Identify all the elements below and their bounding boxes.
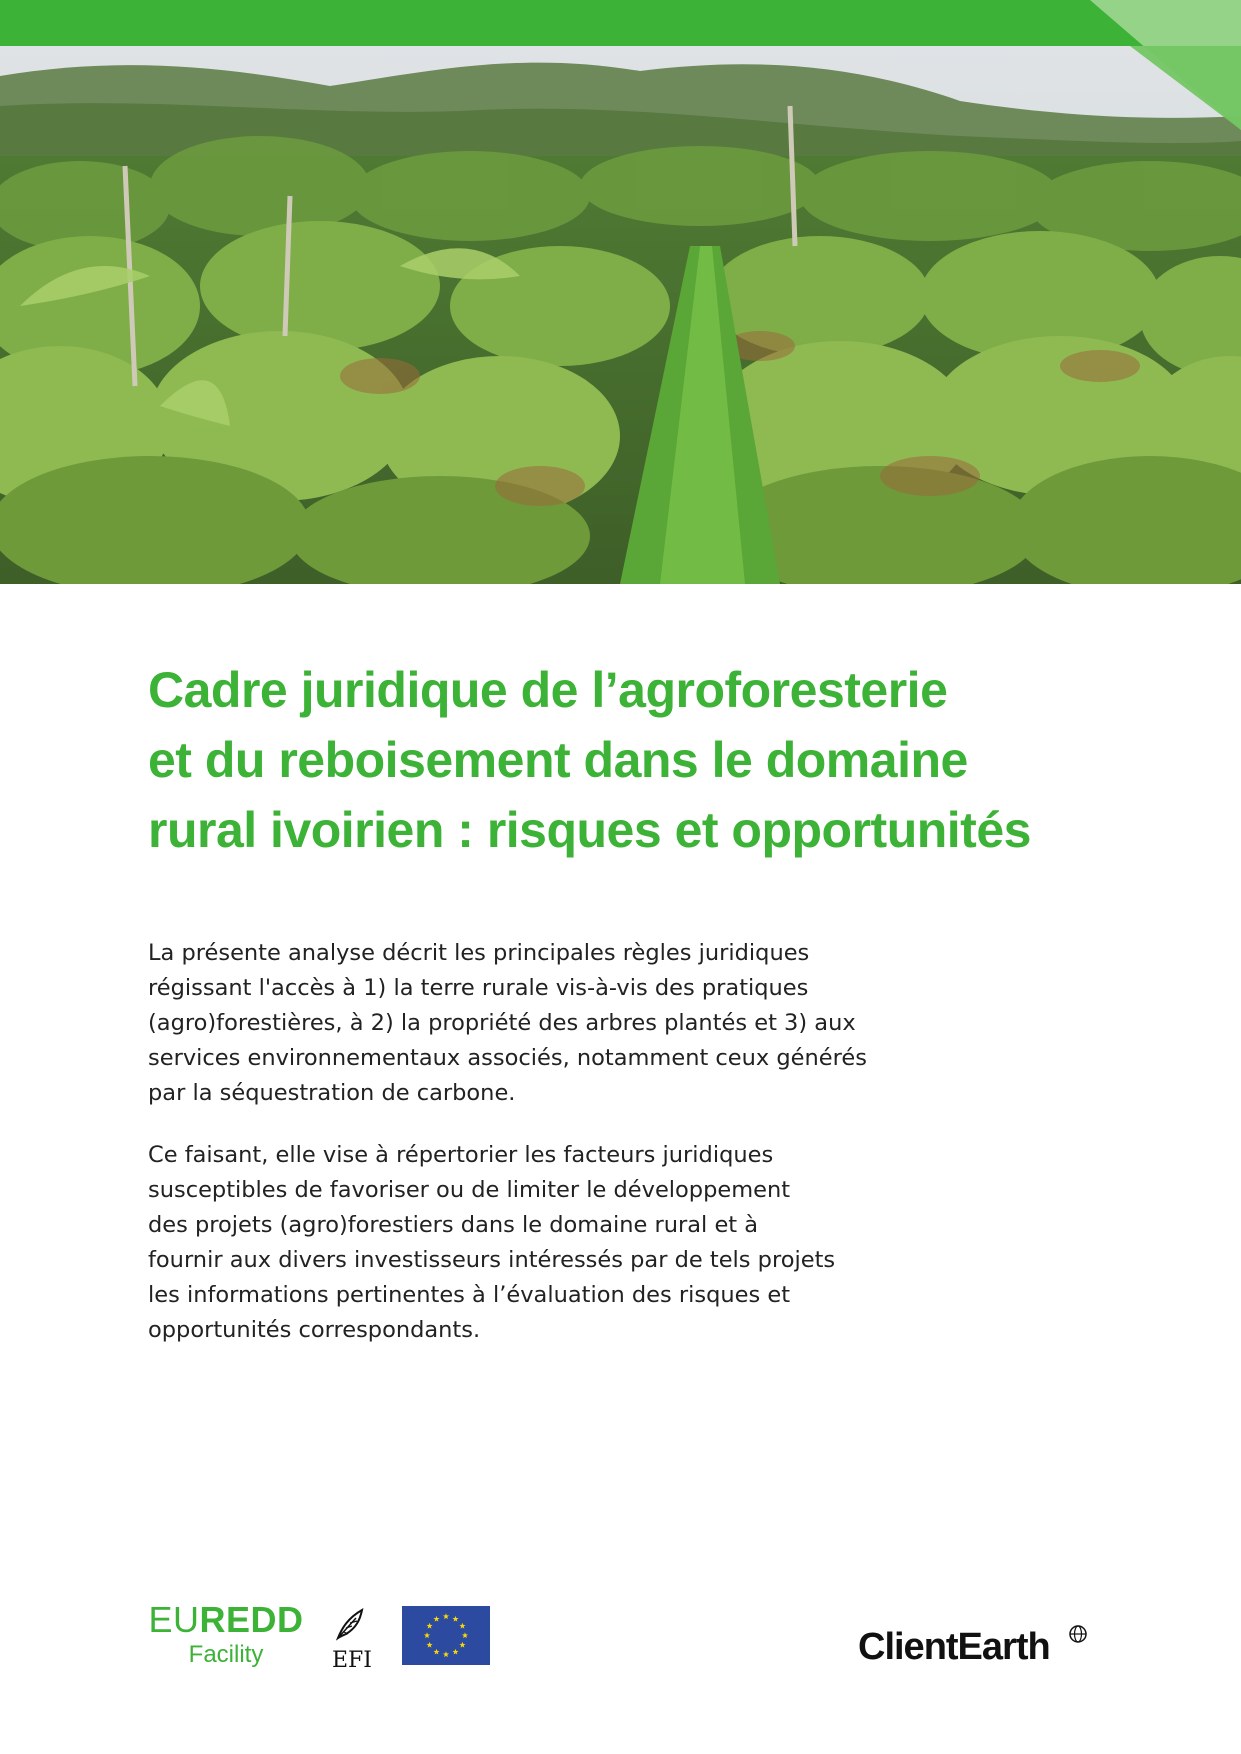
globe-icon	[1068, 1624, 1088, 1644]
paragraph-line: Ce faisant, elle vise à répertorier les facteurs juridiques	[148, 1142, 774, 1168]
paragraph-line: fournir aux divers investisseurs intéressés par de tels projets	[148, 1247, 836, 1273]
title-line: Cadre juridique de l’agroforesterie	[148, 662, 948, 718]
efi-text: EFI	[331, 1648, 372, 1673]
paragraph-line: régissant l'accès à 1) la terre rurale vis-à-vis des pratiques	[148, 975, 809, 1001]
purpose-paragraph	[148, 1138, 908, 1348]
paragraph-line: (agro)forestières, à 2) la propriété des arbres plantés et 3) aux	[148, 1010, 856, 1036]
tree-leaf-icon	[332, 1604, 372, 1644]
paragraph-line: susceptibles de favoriser ou de limiter le développement	[148, 1177, 791, 1203]
euredd-facility-logo	[141, 1600, 311, 1670]
paragraph-line: services environnementaux associés, notamment ceux générés	[148, 1045, 867, 1071]
footer-logos	[0, 1590, 1241, 1710]
cover-photo-agroforestry-landscape	[0, 46, 1241, 584]
paragraph-line: les informations pertinentes à l’évaluation des risques et	[148, 1282, 791, 1308]
document-title	[148, 655, 1148, 865]
paragraph-line: opportunités correspondants.	[148, 1317, 481, 1343]
clientearth-logo: ClientEarth	[858, 1626, 1050, 1668]
paragraph-line: des projets (agro)forestiers dans le domaine rural et à	[148, 1212, 759, 1238]
paragraph-line: par la séquestration de carbone.	[148, 1080, 516, 1106]
title-line: rural ivoirien : risques et opportunités	[148, 802, 1031, 858]
eu-flag-icon	[402, 1606, 490, 1665]
euredd-redd-text: REDD	[199, 1599, 304, 1640]
intro-paragraph	[148, 936, 908, 1111]
efi-logo	[328, 1604, 376, 1674]
title-line: et du reboisement dans le domaine	[148, 732, 968, 788]
euredd-eu-text: EU	[148, 1599, 200, 1640]
top-green-bar	[0, 0, 1241, 46]
euredd-facility-text: Facility	[188, 1641, 264, 1668]
paragraph-line: La présente analyse décrit les principales règles juridiques	[148, 940, 810, 966]
